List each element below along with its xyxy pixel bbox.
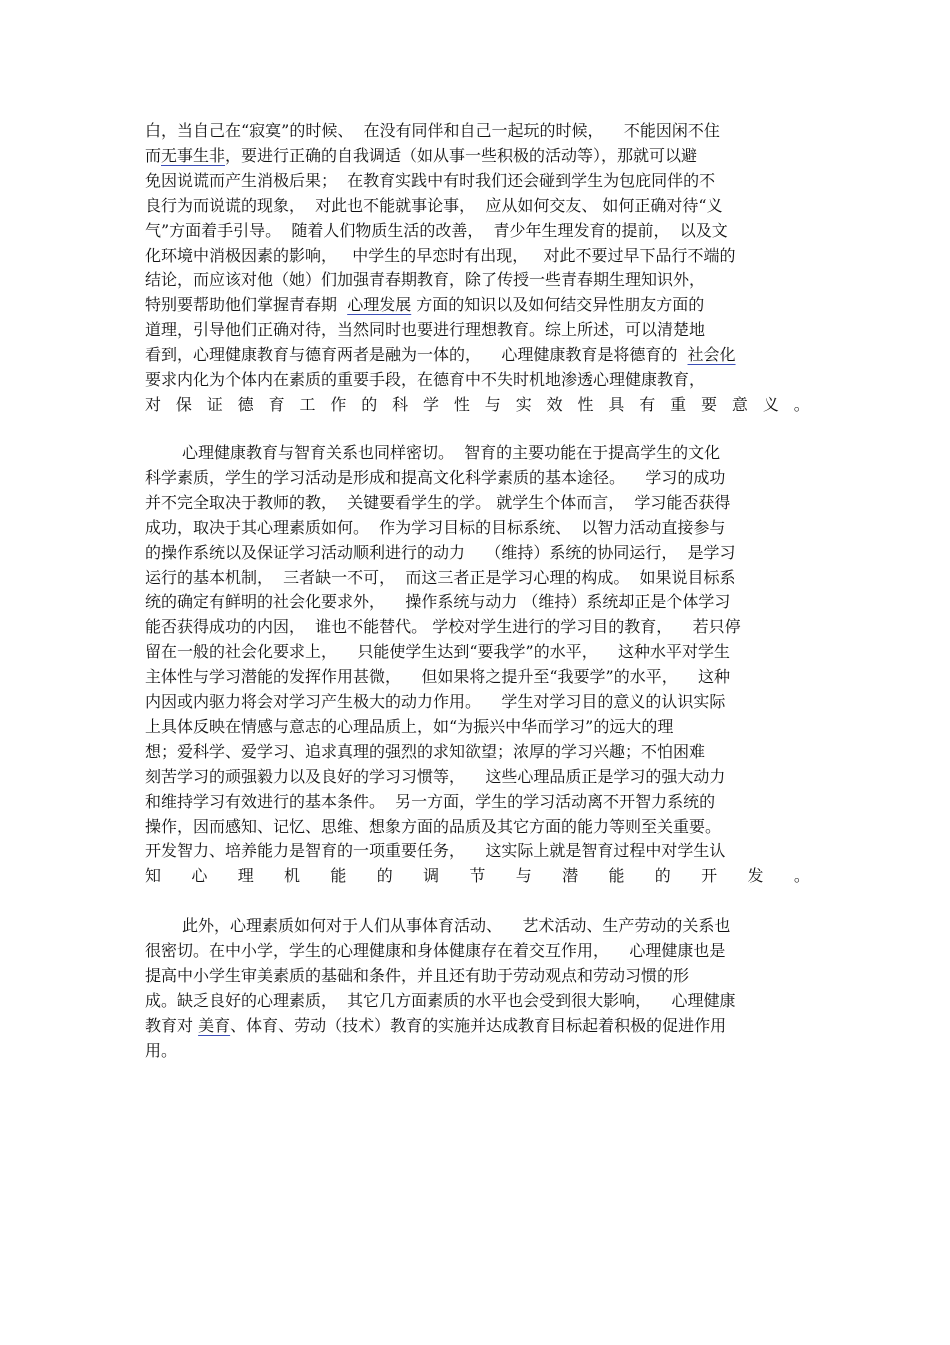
justified-char: 德 xyxy=(237,395,259,414)
justified-char: 要 xyxy=(701,395,722,414)
justified-char: 与 xyxy=(484,395,506,414)
text-line xyxy=(145,292,810,317)
text-run: 结论，而应该对他（她）们加强青春期教育，除了传授一些青春期生理知识外， xyxy=(145,270,706,289)
justified-char: 学 xyxy=(423,395,444,414)
text-run: 内因或内驱力将会对学习产生极大的动力作用。 学生对学习目的意义的认识实际 xyxy=(145,692,726,711)
justified-char: 性 xyxy=(577,395,599,414)
justified-char: 具 xyxy=(608,395,630,414)
text-line xyxy=(145,267,810,292)
text-line xyxy=(145,392,810,417)
text-run: ，要进行正确的自我调适（如从事一些积极的活动等），那就可以避 xyxy=(225,146,698,165)
justified-char: 证 xyxy=(206,395,228,414)
text-run: 看到，心理健康教育与德育两者是融为一体的， 心理健康教育是将德育的 xyxy=(145,345,688,364)
text-line xyxy=(145,540,810,565)
text-line xyxy=(145,614,810,639)
justified-char: 发 xyxy=(747,866,777,885)
text-line xyxy=(145,243,810,268)
hyperlink[interactable]: 无事生非 xyxy=(161,146,226,165)
text-line xyxy=(182,913,810,938)
justified-char: 。 xyxy=(793,866,810,885)
text-line xyxy=(145,814,810,839)
text-line xyxy=(145,963,810,988)
text-line xyxy=(182,440,810,465)
text-run: 心理健康教育与智育关系也同样密切。 智育的主要功能在于提高学生的文化 xyxy=(182,443,721,462)
text-line xyxy=(145,118,810,143)
justified-char: 理 xyxy=(237,866,267,885)
text-line xyxy=(145,789,810,814)
text-run: 道理，引导他们正确对待，当然同时也要进行理想教育。综上所述，可以清楚地 xyxy=(145,320,706,339)
text-line xyxy=(145,988,810,1013)
justified-char: 科 xyxy=(392,395,414,414)
text-run: 科学素质，学生的学习活动是形成和提高文化科学素质的基本途径。 学习的成功 xyxy=(145,468,726,487)
hyperlink[interactable]: 美育 xyxy=(198,1016,231,1035)
text-line xyxy=(145,565,810,590)
hyperlink[interactable]: 心理发展 xyxy=(347,295,412,314)
text-run: 刻苦学习的顽强毅力以及良好的学习习惯等， 这些心理品质正是学习的强大动力 xyxy=(145,767,726,786)
text-line xyxy=(145,714,810,739)
text-line xyxy=(145,168,810,193)
text-run: 特别要帮助他们掌握青春期 xyxy=(145,295,348,314)
justified-char: 能 xyxy=(330,866,359,885)
text-run: 上具体反映在情感与意志的心理品质上，如“为振兴中华而学习”的远大的理 xyxy=(145,717,674,736)
text-run: 开发智力、培养能力是智育的一项重要任务， 这实际上就是智育过程中对学生认 xyxy=(145,841,726,860)
text-run: 的操作系统以及保证学习活动顺利进行的动力 （维持）系统的协同运行， 是学习 xyxy=(145,543,736,562)
text-line xyxy=(145,863,810,888)
text-line xyxy=(145,515,810,540)
justified-char: 潜 xyxy=(562,866,591,885)
justified-char: 的 xyxy=(654,866,684,885)
text-run: 留在一般的社会化要求上， 只能使学生达到“要我学”的水平， 这种水平对学生 xyxy=(145,642,731,661)
text-line xyxy=(145,143,810,168)
justified-char: 育 xyxy=(268,395,290,414)
text-run: 提高中小学生审美素质的基础和条件，并且还有助于劳动观点和劳动习惯的形 xyxy=(145,966,690,985)
text-run: 教育对 xyxy=(145,1016,199,1035)
text-run: 很密切。在中小学，学生的心理健康和身体健康存在着交互作用， 心理健康也是 xyxy=(145,941,726,960)
justified-char: 意 xyxy=(731,395,753,414)
text-run: 白，当自己在“寂寞”的时候、 在没有同伴和自己一起玩的时候， 不能因闲不住 xyxy=(145,121,720,140)
text-line xyxy=(145,1013,810,1038)
justified-char: 机 xyxy=(284,866,313,885)
text-line xyxy=(145,193,810,218)
justified-char: 心 xyxy=(191,866,220,885)
justified-char: 效 xyxy=(546,395,568,414)
text-run: 要求内化为个体内在素质的重要手段，在德育中不失时机地渗透心理健康教育， xyxy=(145,370,706,389)
justified-char: 节 xyxy=(469,866,499,885)
text-line xyxy=(145,465,810,490)
text-run: 统的确定有鲜明的社会化要求外， 操作系统与动力 （维持）系统却正是个体学习 xyxy=(145,592,731,611)
text-run: 操作，因而感知、记忆、思维、想象方面的品质及其它方面的能力等则至关重要。 xyxy=(145,817,722,836)
text-run: 用。 xyxy=(145,1041,178,1060)
text-run: 化环境中消极因素的影响， 中学生的早恋时有出现， 对此不要过早下品行不端的 xyxy=(145,246,736,265)
text-line xyxy=(145,838,810,863)
text-run: 运行的基本机制， 三者缺一不可， 而这三者正是学习心理的构成。 如果说目标系 xyxy=(145,568,736,587)
text-run: 免因说谎而产生消极后果； 在教育实践中有时我们还会碰到学生为包庇同伴的不 xyxy=(145,171,716,190)
text-line xyxy=(145,938,810,963)
justified-char: 。 xyxy=(793,395,810,414)
text-run: 想；爱科学、爱学习、追求真理的强烈的求知欲望；浓厚的学习兴趣；不怕困难 xyxy=(145,742,706,761)
text-line xyxy=(145,689,810,714)
text-line xyxy=(145,367,810,392)
text-run: 良行为而说谎的现象， 对此也不能就事论事， 应从如何交友、 如何正确对待“义 xyxy=(145,196,723,215)
text-run: 成功，取决于其心理素质如何。 作为学习目标的目标系统、 以智力活动直接参与 xyxy=(145,518,726,537)
text-run: 能否获得成功的内因， 谁也不能替代。 学校对学生进行的学习目的教育， 若只停 xyxy=(145,617,741,636)
text-run: 和维持学习有效进行的基本条件。 另一方面，学生的学习活动离不开智力系统的 xyxy=(145,792,716,811)
justified-char: 工 xyxy=(299,395,321,414)
text-line xyxy=(145,764,810,789)
justified-char: 义 xyxy=(762,395,784,414)
text-line xyxy=(145,639,810,664)
hyperlink[interactable]: 社会化 xyxy=(687,345,736,364)
justified-char: 开 xyxy=(701,866,730,885)
justified-char: 有 xyxy=(639,395,661,414)
justified-char: 能 xyxy=(608,866,638,885)
justified-char: 的 xyxy=(376,866,406,885)
justified-char: 调 xyxy=(423,866,452,885)
justified-char: 保 xyxy=(175,395,197,414)
text-line xyxy=(145,218,810,243)
text-run: 主体性与学习潜能的发挥作用甚微， 但如果将之提升至“我要学”的水平， 这种 xyxy=(145,667,731,686)
text-run: 并不完全取决于教师的教， 关键要看学生的学。 就学生个体而言， 学习能否获得 xyxy=(145,493,731,512)
text-run: 此外，心理素质如何对于人们从事体育活动、 艺术活动、生产劳动的关系也 xyxy=(182,916,731,935)
text-run: 而 xyxy=(145,146,162,165)
justified-char: 作 xyxy=(330,395,352,414)
text-line xyxy=(145,342,810,367)
text-line xyxy=(145,739,810,764)
text-line xyxy=(145,1038,810,1063)
text-run: 方面的知识以及如何结交异性朋友方面的 xyxy=(411,295,705,314)
justified-char: 实 xyxy=(515,395,537,414)
text-run: 、体育、劳动（技术）教育的实施并达成教育目标起着积极的促进作用 xyxy=(230,1016,727,1035)
text-line xyxy=(145,589,810,614)
text-line xyxy=(145,664,810,689)
text-line xyxy=(145,490,810,515)
justified-char: 性 xyxy=(453,395,475,414)
text-line xyxy=(145,317,810,342)
text-run: 气”方面着手引导。 随着人们物质生活的改善， 青少年生理发育的提前， 以及文 xyxy=(145,221,728,240)
justified-char: 知 xyxy=(145,866,174,885)
text-run: 成。缺乏良好的心理素质， 其它几方面素质的水平也会受到很大影响， 心理健康 xyxy=(145,991,736,1010)
justified-char: 重 xyxy=(670,395,692,414)
justified-char: 与 xyxy=(515,866,545,885)
justified-char: 的 xyxy=(361,395,383,414)
justified-char: 对 xyxy=(145,395,166,414)
